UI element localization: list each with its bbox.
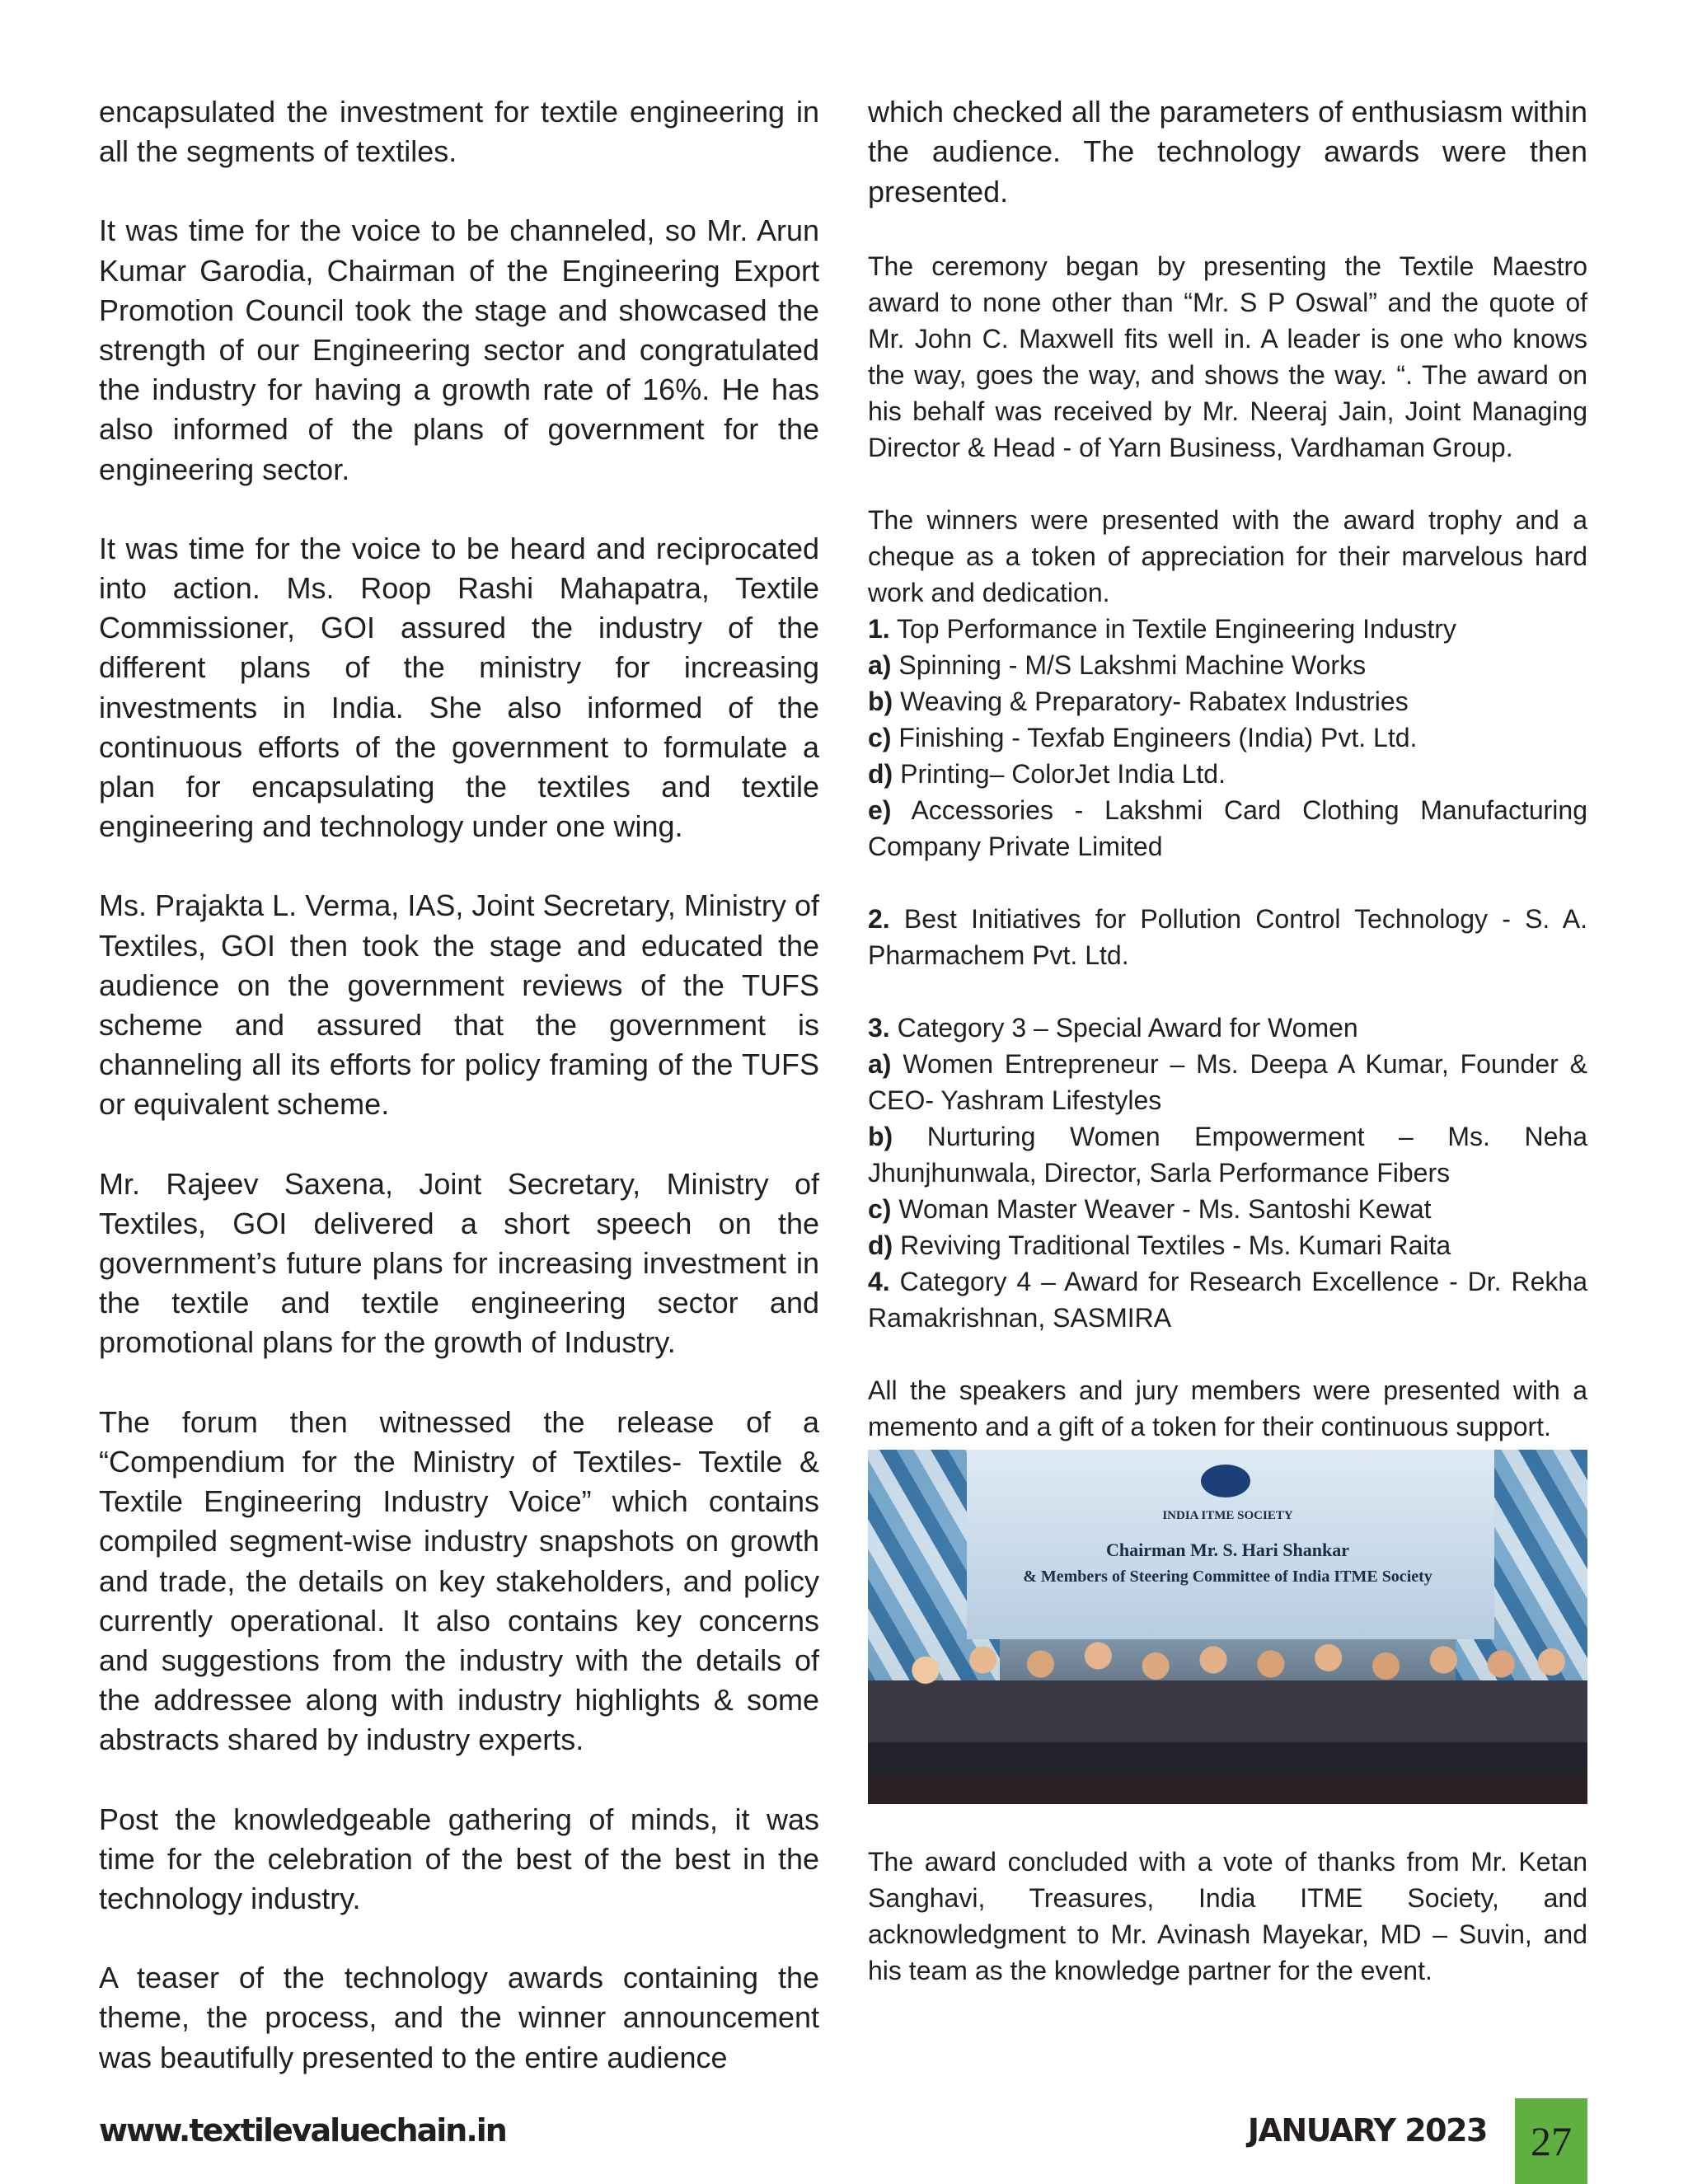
footer-issue-date: JANUARY 2023 [1247, 2112, 1487, 2149]
award-key: b) [868, 1122, 893, 1152]
category-number: 3. [868, 1013, 890, 1043]
category-heading [868, 611, 1587, 647]
article-paragraph: Mr. Rajeev Saxena, Joint Secretary, Ministry of Textiles, GOI delivered a short speech on the government’s future plans for increasing investment in the textile and textile engineering sector and promotional plans for the growth of Industry. [99, 1166, 819, 1360]
category-text: Category 4 – Award for Research Excellence - Dr. Rekha Ramakrishnan, SASMIRA [868, 1267, 1588, 1333]
left-column [99, 92, 819, 2117]
award-key: a) [868, 650, 892, 681]
category-title: Category 3 – Special Award for Women [897, 1013, 1358, 1043]
category-text: Best Initiatives for Pollution Control Technology - S. A. Pharmachem Pvt. Ltd. [868, 904, 1587, 971]
page-number: 27 [1531, 2118, 1572, 2164]
event-group-photo [868, 1450, 1587, 1804]
itme-logo-icon [1201, 1465, 1250, 1497]
award-item [868, 1046, 1587, 1118]
category-heading [868, 1010, 1587, 1046]
award-key: d) [868, 759, 893, 790]
award-text: Printing– ColorJet India Ltd. [900, 759, 1226, 790]
award-text: Accessories - Lakshmi Card Clothing Manufacturing Company Private Limited [868, 795, 1588, 862]
category-heading [868, 1263, 1587, 1336]
group-of-people [868, 1598, 1587, 1804]
article-paragraph: Post the knowledgeable gathering of minds, it was time for the celebration of the best of the best in the technology industry. [99, 1802, 819, 1915]
category-2 [868, 901, 1587, 973]
banner-line2: & Members of Steering Committee of India ITME Society [1023, 1568, 1432, 1586]
winners-list [868, 502, 1587, 865]
award-item [868, 792, 1587, 865]
speakers-paragraph: All the speakers and jury members were presented with a memento and a gift of a token for their continuous support. [868, 1376, 1587, 1442]
article-paragraph: It was time for the voice to be channeled, so Mr. Arun Kumar Garodia, Chairman of the Engineering Export Promotion Council took the stage and showcased the strength of our Engineering sector and congratulated the industry for having a growth rate of 16%. He has also informed of the plans of government for the engineering sector. [99, 213, 819, 486]
award-text: Weaving & Preparatory- Rabatex Industries [900, 687, 1409, 717]
article-paragraph: The forum then witnessed the release of a “Compendium for the Ministry of Textiles- Textile & Textile Engineering Industry Voice” which contains compiled segment-wise industry snapshots on growth and trade, the details on key stakeholders, and policy currently operational. It also contains key concerns and suggestions from the industry with the details of the addressee along with industry highlights & some abstracts shared by industry experts. [99, 1404, 819, 1757]
article-paragraph: Ms. Prajakta L. Verma, IAS, Joint Secretary, Ministry of Textiles, GOI then took the stage and educated the audience on the government reviews of the TUFS scheme and assured that the government is channeling all its efforts for policy framing of the TUFS or equivalent scheme. [99, 888, 819, 1122]
award-key: a) [868, 1049, 892, 1080]
article-paragraph: It was time for the voice to be heard and reciprocated into action. Ms. Roop Rashi Mahapatra, Textile Commissioner, GOI assured the industry of the different plans of the ministry for increasing investments in India. She also informed of the continuous efforts of the government to formulate a plan for encapsulating the textiles and textile engineering and technology under one wing. [99, 531, 819, 844]
ceremony-paragraph: The ceremony began by presenting the Textile Maestro award to none other than “Mr. S P Oswal” and the quote of Mr. John C. Maxwell fits well in. A leader is one who knows the way, goes the way, and shows the way. “. The award on his behalf was received by Mr. Neeraj Jain, Joint Managing Director & Head - of Yarn Business, Vardhaman Group. [868, 251, 1587, 463]
page-number-box [1515, 2098, 1587, 2184]
award-item [868, 719, 1587, 756]
winners-intro: The winners were presented with the award trophy and a cheque as a token of appreciation for their marvelous hard work and dedication. [868, 505, 1587, 608]
category-title: Top Performance in Textile Engineering Industry [897, 614, 1456, 644]
award-item [868, 647, 1587, 683]
award-item [868, 683, 1587, 719]
award-text: Nurturing Women Empowerment – Ms. Neha Jhunjhunwala, Director, Sarla Performance Fibers [868, 1122, 1587, 1188]
category-3-4 [868, 1010, 1587, 1336]
award-key: c) [868, 723, 892, 753]
award-key: b) [868, 687, 893, 717]
award-item [868, 756, 1587, 792]
article-paragraph: encapsulated the investment for textile engineering in all the segments of textiles. [99, 95, 819, 169]
category-number: 2. [868, 904, 890, 935]
right-column [868, 92, 1587, 2025]
award-text: Woman Master Weaver - Ms. Santoshi Kewat [898, 1194, 1432, 1225]
footer-website[interactable]: www.textilevaluechain.in [99, 2112, 506, 2149]
category-number: 4. [868, 1267, 890, 1297]
award-item [868, 1227, 1587, 1263]
award-text: Reviving Traditional Textiles - Ms. Kumari Raita [900, 1230, 1451, 1261]
banner-line1: Chairman Mr. S. Hari Shankar [1105, 1540, 1349, 1561]
award-text: Women Entrepreneur – Ms. Deepa A Kumar, Founder & CEO- Yashram Lifestyles [868, 1049, 1587, 1116]
award-text: Finishing - Texfab Engineers (India) Pvt. Ltd. [898, 723, 1418, 753]
award-key: e) [868, 795, 892, 826]
award-text: Spinning - M/S Lakshmi Machine Works [898, 650, 1367, 681]
award-key: d) [868, 1230, 893, 1261]
article-paragraph: A teaser of the technology awards containing the theme, the process, and the winner announcement was beautifully presented to the entire audience [99, 1961, 819, 2074]
category-number: 1. [868, 614, 890, 644]
stage-floor [868, 1776, 1587, 1804]
award-key: c) [868, 1194, 892, 1225]
banner-org: INDIA ITME SOCIETY [1162, 1509, 1293, 1523]
closing-paragraph: The award concluded with a vote of thanks from Mr. Ketan Sanghavi, Treasures, India ITME Society, and acknowledgment to Mr. Avinash Mayekar, MD – Suvin, and his team as the knowledge partner for the event. [868, 1847, 1587, 1986]
award-item [868, 1191, 1587, 1227]
article-paragraph: which checked all the parameters of enthusiasm within the audience. The technology awards were then presented. [868, 95, 1587, 209]
award-item [868, 1118, 1587, 1191]
